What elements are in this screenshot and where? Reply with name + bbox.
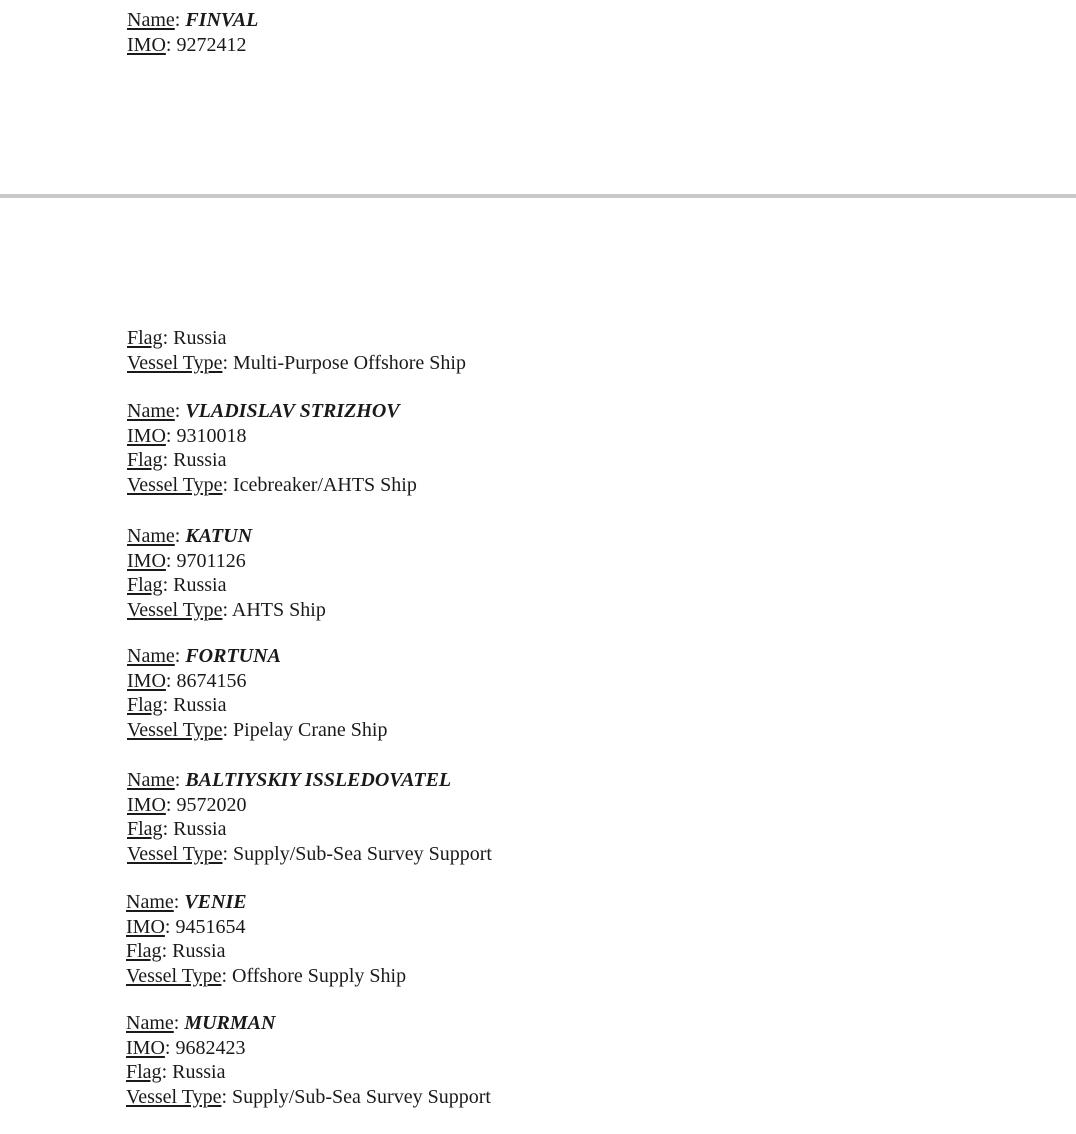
vessel-record — [127, 524, 326, 622]
flag-line: Flag: Russia — [126, 1061, 226, 1083]
imo-value: 9682423 — [175, 1036, 246, 1059]
vessel-type-line: Vessel Type: Multi-Purpose Offshore Ship — [127, 351, 466, 374]
name-line: Name: BALTIYSKIY ISSLEDOVATEL — [127, 769, 452, 791]
imo-label: IMO — [127, 669, 166, 692]
vessel-type-line: Vessel Type: Supply/Sub-Sea Survey Support — [126, 1085, 491, 1108]
vessel-type-label: Vessel Type — [127, 598, 223, 621]
flag-line: Flag: Russia — [127, 694, 227, 716]
flag-value: Russia — [173, 818, 227, 840]
vessel-type-value: Offshore Supply Ship — [232, 964, 407, 987]
imo-label: IMO — [127, 424, 166, 447]
vessel-type-value: Icebreaker/AHTS Ship — [233, 473, 417, 496]
vessel-name: VENIE — [184, 891, 247, 913]
vessel-record — [127, 399, 417, 497]
vessel-name: BALTIYSKIY ISSLEDOVATEL — [185, 769, 452, 791]
vessel-type-label: Vessel Type — [127, 351, 223, 374]
name-line: Name: MURMAN — [126, 1012, 276, 1034]
imo-line: IMO: 9310018 — [127, 424, 247, 447]
flag-label: Flag — [127, 449, 163, 471]
flag-line: Flag: Russia — [126, 940, 226, 962]
name-line: Name: VLADISLAV STRIZHOV — [127, 400, 400, 422]
vessel-type-line: Vessel Type: Supply/Sub-Sea Survey Support — [127, 842, 492, 865]
imo-line: IMO: 9682423 — [126, 1036, 246, 1059]
imo-line: IMO: 9572020 — [127, 793, 247, 816]
imo-value: 8674156 — [176, 669, 247, 692]
vessel-type-value: Supply/Sub-Sea Survey Support — [233, 842, 492, 865]
name-label: Name — [127, 769, 175, 791]
imo-value: 9572020 — [176, 793, 247, 816]
flag-label: Flag — [127, 574, 163, 596]
vessel-type-label: Vessel Type — [126, 964, 222, 987]
name-label: Name — [127, 525, 175, 547]
vessel-name: MURMAN — [184, 1012, 276, 1034]
flag-line: Flag: Russia — [127, 818, 227, 840]
imo-line: IMO: 9701126 — [127, 549, 246, 572]
vessel-record — [126, 890, 406, 988]
name-line: Name: FORTUNA — [127, 645, 281, 667]
imo-value: 9701126 — [176, 549, 246, 572]
vessel-type-value: Supply/Sub-Sea Survey Support — [232, 1085, 491, 1108]
vessel-type-line: Vessel Type: Offshore Supply Ship — [126, 964, 407, 987]
name-line: Name: FINVAL — [127, 9, 259, 31]
vessel-type-value: AHTS Ship — [231, 598, 326, 621]
flag-line: Flag: Russia — [127, 327, 227, 349]
flag-value: Russia — [172, 940, 226, 962]
page-break-divider — [0, 194, 1076, 198]
flag-value: Russia — [173, 574, 227, 596]
flag-value: Russia — [172, 1061, 226, 1083]
vessel-record-finval — [127, 8, 258, 57]
name-line: Name: KATUN — [127, 525, 253, 547]
flag-label: Flag — [126, 1061, 162, 1083]
name-label: Name — [126, 891, 174, 913]
name-label: Name — [127, 645, 175, 667]
imo-line: IMO: 9451654 — [126, 915, 246, 938]
vessel-record — [127, 768, 492, 866]
vessel-name: FORTUNA — [185, 645, 281, 667]
vessel-type-value: Pipelay Crane Ship — [233, 718, 388, 741]
imo-line: IMO: 8674156 — [127, 669, 247, 692]
vessel-type-line: Vessel Type: Icebreaker/AHTS Ship — [127, 473, 417, 496]
vessel-type-label: Vessel Type — [127, 473, 223, 496]
vessel-record — [127, 644, 387, 742]
vessel-name: KATUN — [185, 525, 253, 547]
name-label: Name — [127, 400, 175, 422]
vessel-name: FINVAL — [185, 9, 259, 31]
vessel-type-line: Vessel Type: Pipelay Crane Ship — [127, 718, 388, 741]
flag-value: Russia — [173, 327, 227, 349]
imo-value: 9451654 — [175, 915, 246, 938]
flag-value: Russia — [173, 449, 227, 471]
vessel-record-finval-continued — [127, 326, 466, 375]
vessel-name: VLADISLAV STRIZHOV — [185, 400, 400, 422]
imo-label: IMO — [126, 915, 165, 938]
flag-label: Flag — [127, 327, 163, 349]
imo-value: 9272412 — [176, 33, 247, 56]
flag-line: Flag: Russia — [127, 574, 227, 596]
name-label: Name — [126, 1012, 174, 1034]
flag-label: Flag — [127, 818, 163, 840]
imo-label: IMO — [127, 33, 166, 56]
imo-label: IMO — [127, 793, 166, 816]
name-line: Name: VENIE — [126, 891, 247, 913]
imo-line: IMO: 9272412 — [127, 33, 247, 56]
vessel-type-value: Multi-Purpose Offshore Ship — [233, 351, 466, 374]
imo-label: IMO — [127, 549, 166, 572]
flag-value: Russia — [173, 694, 227, 716]
vessel-record — [126, 1011, 491, 1109]
vessel-type-line: Vessel Type: AHTS Ship — [127, 598, 326, 621]
imo-value: 9310018 — [176, 424, 247, 447]
imo-label: IMO — [126, 1036, 165, 1059]
flag-label: Flag — [126, 940, 162, 962]
name-label: Name — [127, 9, 175, 31]
vessel-type-label: Vessel Type — [126, 1085, 222, 1108]
flag-line: Flag: Russia — [127, 449, 227, 471]
vessel-type-label: Vessel Type — [127, 718, 223, 741]
flag-label: Flag — [127, 694, 163, 716]
vessel-type-label: Vessel Type — [127, 842, 223, 865]
